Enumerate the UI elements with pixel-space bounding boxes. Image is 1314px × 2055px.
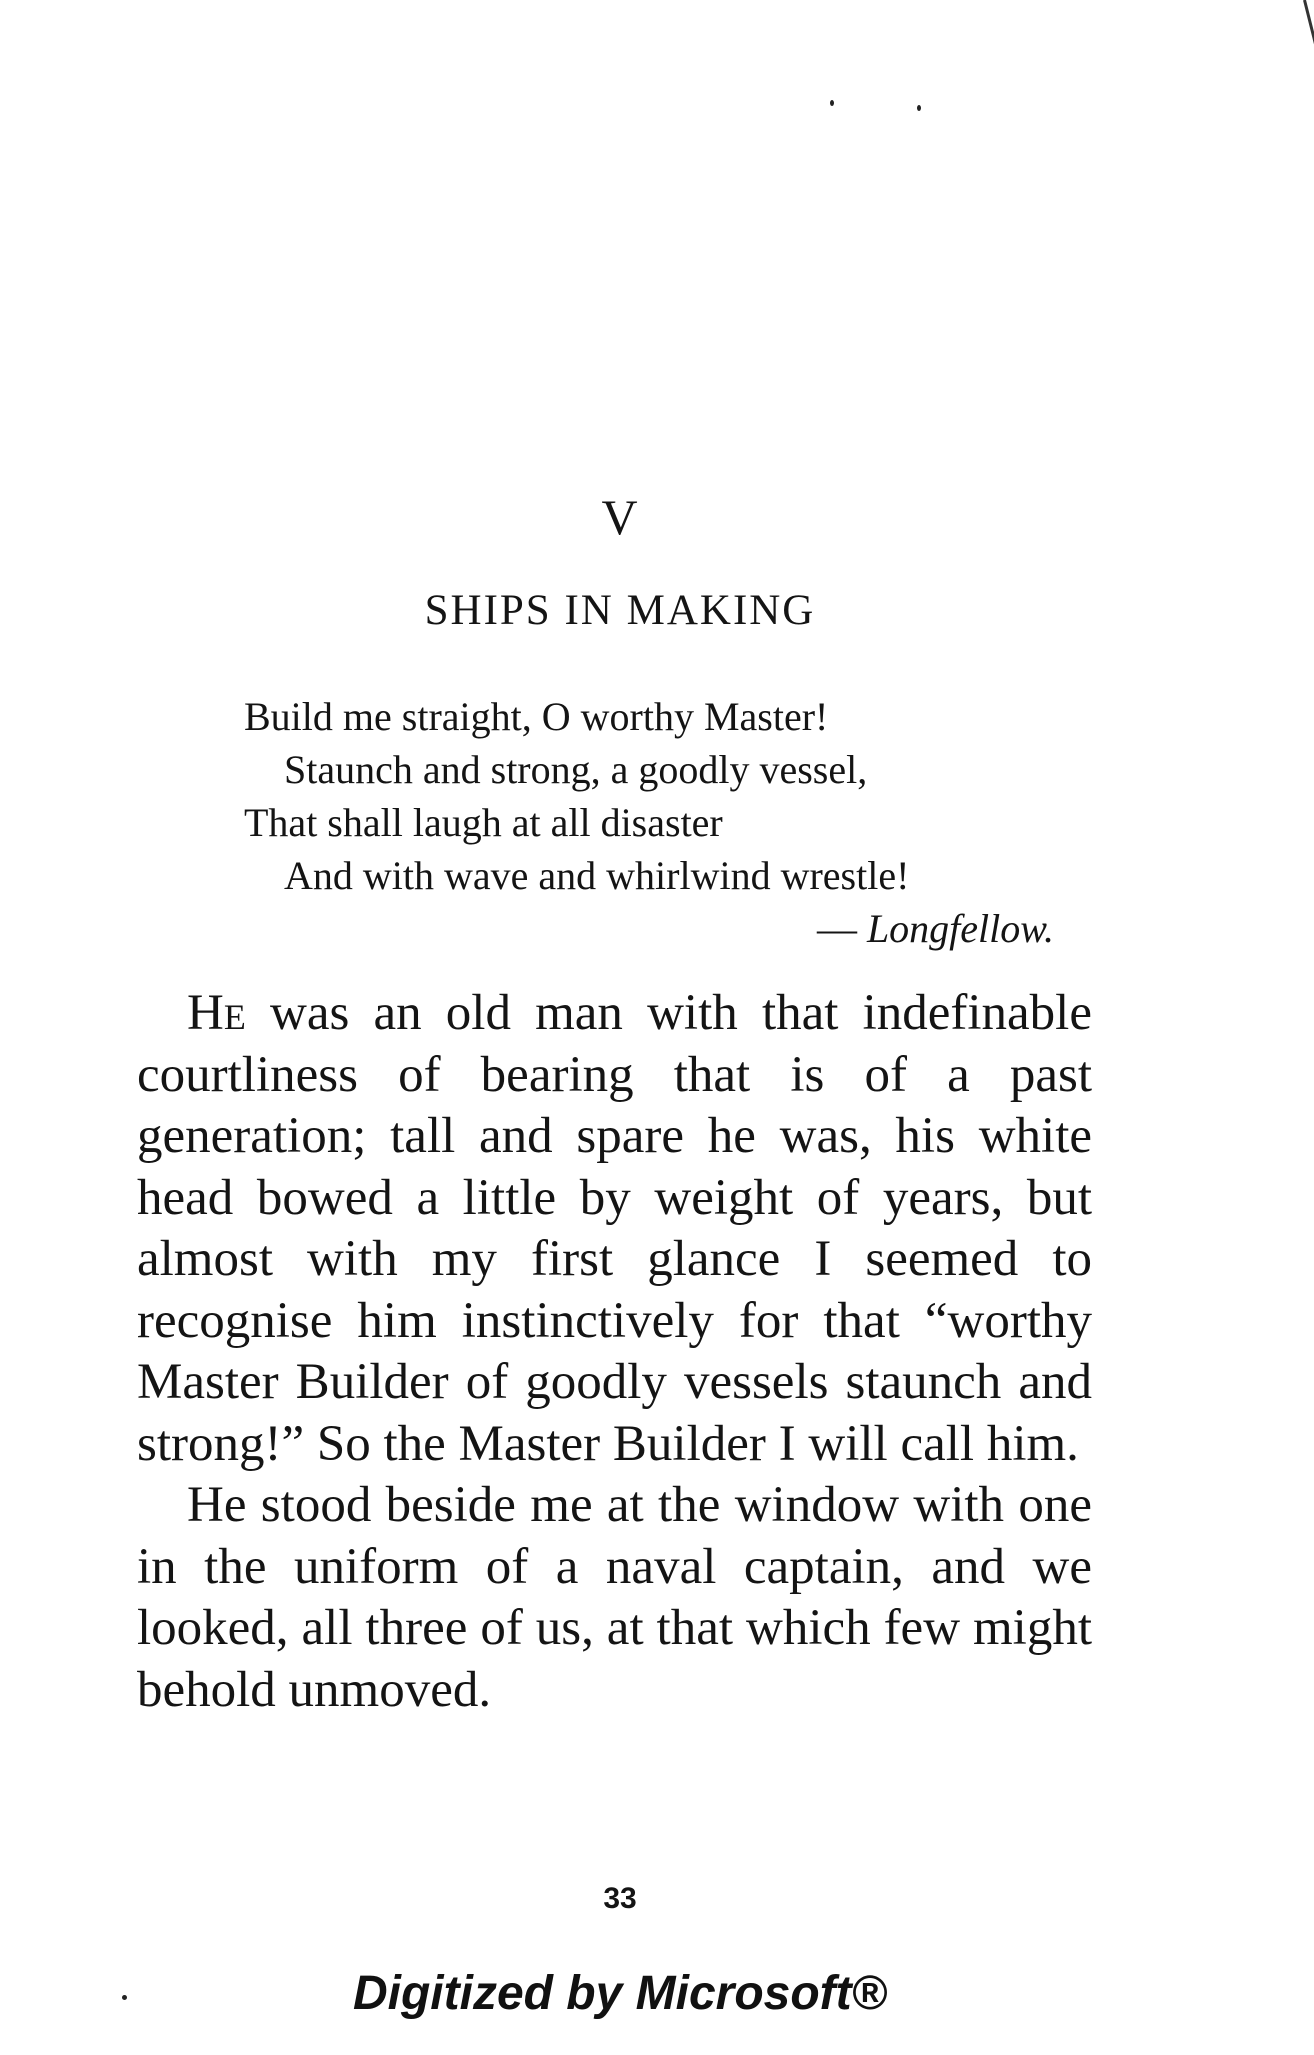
paragraph-first-word: He [187,985,246,1041]
paragraph: He stood beside me at the window with one in the uniform of a naval captain, and we looked, all three of us, at that which few might behold unmoved. [137,1477,1092,1718]
chapter-title: SHIPS IN MAKING [424,587,816,634]
scan-edge-mark [1303,0,1314,45]
epigraph-line: That shall laugh at all disaster [244,800,723,845]
attribution-author: Longfellow. [866,906,1054,951]
paragraph-text: was an old man with that indefinable courtliness of bearing that is of a past generation; tall and spare he was, his white head bowed a little by weight of years, but almost with my first glance I seemed to recognise him instinctively for that “worthy Master Builder of goodly vessels staunch and strong!” So the Master Builder I will call him. [137,985,1092,1472]
epigraph-line: Staunch and strong, a goodly vessel, [284,747,868,792]
attribution-dash: — [816,906,857,951]
epigraph-attribution [244,902,1064,955]
digitization-watermark: Digitized by Microsoft® [352,1967,888,2020]
page-number: 33 [603,1882,637,1915]
scan-speck [830,100,834,106]
epigraph-line: Build me straight, O worthy Master! [244,694,829,739]
scan-speck [917,105,921,111]
chapter-number: V [601,489,639,545]
epigraph-line: And with wave and whirlwind wrestle! [284,853,910,898]
body-text [137,983,1092,1721]
paragraph [137,983,1092,1475]
epigraph [244,690,1064,955]
